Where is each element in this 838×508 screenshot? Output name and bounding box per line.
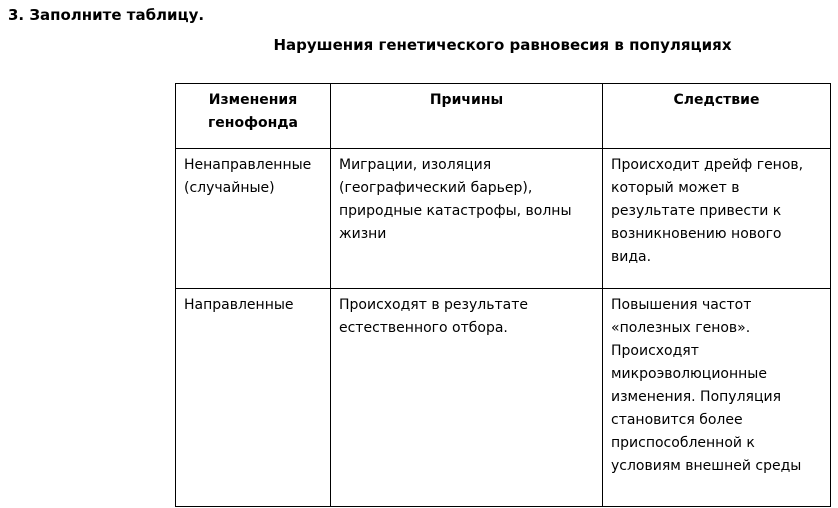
- table-row: [176, 149, 831, 289]
- cell-undirected-causes: Миграции, изоляция (географический барьер), природные катастрофы, волны жизни: [331, 149, 603, 289]
- header-cell-causes: Причины: [331, 84, 603, 149]
- cell-undirected-effects: Происходит дрейф генов, который может в результате привести к возникновению нового вида.: [603, 149, 831, 289]
- table-title: Нарушения генетического равновесия в популяциях: [273, 36, 732, 54]
- header-cell-changes: Изменения генофонда: [176, 84, 331, 149]
- cell-undirected-changes: Ненаправленные (случайные): [176, 149, 331, 289]
- table-row: [176, 289, 831, 507]
- gene-pool-table: [175, 83, 831, 507]
- task-heading: 3. Заполните таблицу.: [8, 6, 205, 24]
- cell-directed-changes: Направленные: [176, 289, 331, 507]
- cell-directed-causes: Происходят в результате естественного отбора.: [331, 289, 603, 507]
- header-cell-effects: Следствие: [603, 84, 831, 149]
- cell-directed-effects: Повышения частот «полезных генов». Происходят микроэволюционные изменения. Популяция становится более приспособленной к условиям внешней среды: [603, 289, 831, 507]
- table-header-row: [176, 84, 831, 149]
